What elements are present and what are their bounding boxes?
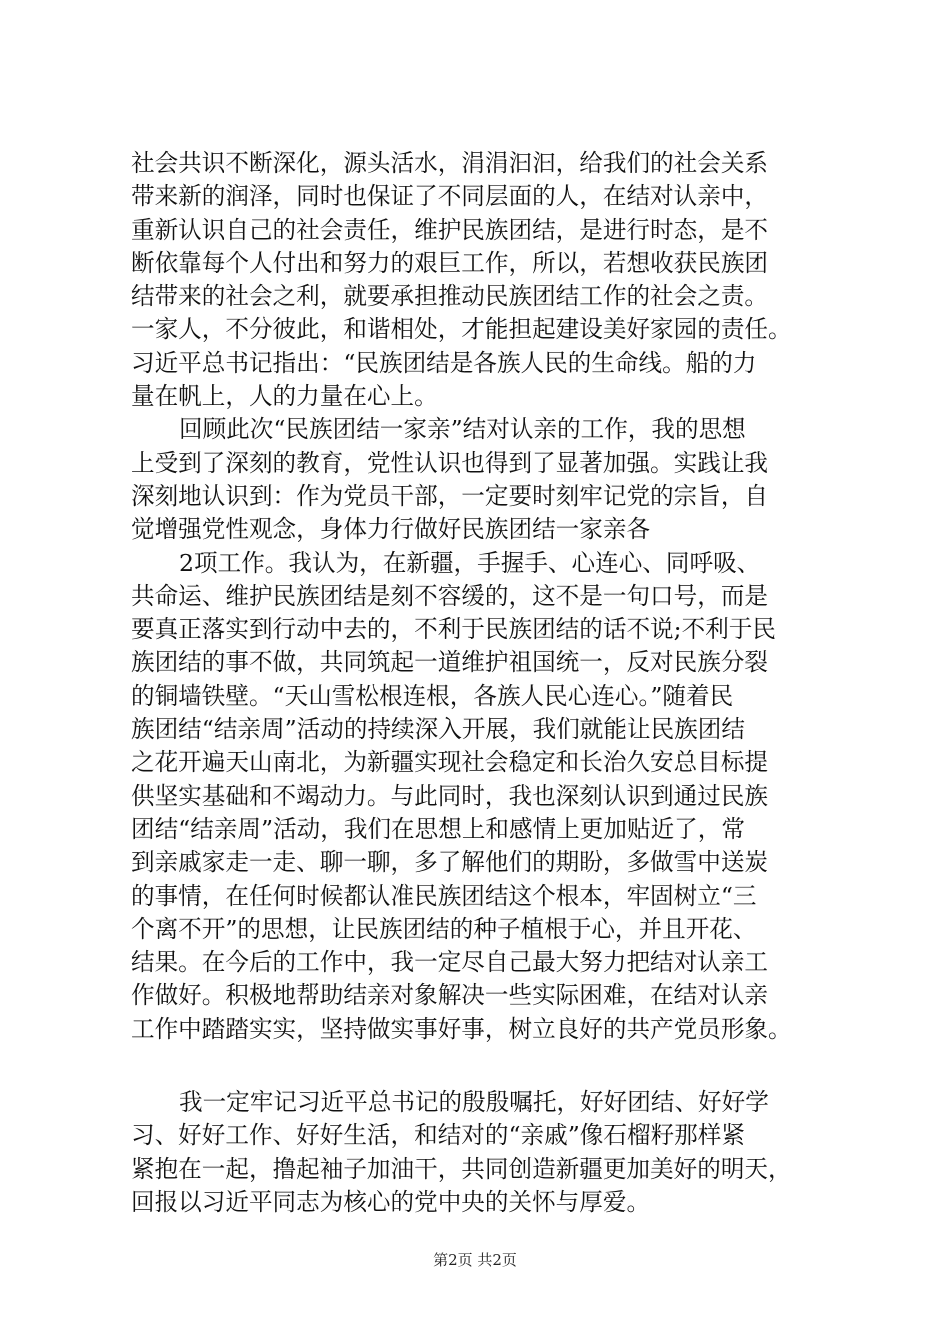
- text-line: 习、好好工作、好好生活，和结对的“亲戚”像石榴籽那样紧: [131, 1121, 745, 1150]
- text-line: 习近平总书记指出：“民族团结是各族人民的生命线。船的力: [131, 348, 757, 377]
- text-line: 的铜墙铁壁。“天山雪松根连根，各族人民心连心。”随着民: [131, 681, 734, 710]
- text-line: 回顾此次“民族团结一家亲”结对认亲的工作，我的思想: [179, 415, 746, 444]
- text-line: 个离不开”的思想，让民族团结的种子植根于心，并且开花、: [131, 914, 757, 943]
- text-line: 结带来的社会之利，就要承担推动民族团结工作的社会之责。: [131, 282, 769, 311]
- text-line: 团结“结亲周”活动，我们在思想上和感情上更加贴近了，常: [131, 814, 745, 843]
- text-line: 我一定牢记习近平总书记的殷殷嘱托，好好团结、好好学: [179, 1088, 769, 1117]
- text-line: 之花开遍天山南北，为新疆实现社会稳定和长治久安总目标提: [131, 748, 769, 777]
- paragraph-3: [131, 547, 856, 1046]
- text-line: 2项工作。我认为，在新疆，手握手、心连心、同呼吸、: [179, 548, 761, 577]
- text-line: 带来新的润泽，同时也保证了不同层面的人，在结对认亲中，: [131, 182, 769, 211]
- page-footer: 第2页 共2页: [433, 1251, 517, 1269]
- paragraph-4: [131, 1086, 856, 1219]
- text-line: 到亲戚家走一走、聊一聊，多了解他们的期盼，多做雪中送炭: [131, 848, 769, 877]
- text-line: 供坚实基础和不竭动力。与此同时，我也深刻认识到通过民族: [131, 781, 769, 810]
- text-line: 一家人，不分彼此，和谐相处，才能担起建设美好家园的责任。: [131, 315, 792, 344]
- text-line: 重新认识自己的社会责任，维护民族团结，是进行时态，是不: [131, 215, 769, 244]
- text-line: 要真正落实到行动中去的，不利于民族团结的话不说;不利于民: [131, 615, 776, 644]
- text-line: 族团结的事不做，共同筑起一道维护祖国统一，反对民族分裂: [131, 648, 769, 677]
- text-line: 工作中踏踏实实，坚持做实事好事，树立良好的共产党员形象。: [131, 1014, 792, 1043]
- text-line: 量在帆上，人的力量在心上。: [131, 382, 438, 411]
- paragraph-2: [131, 413, 856, 546]
- document-body: [131, 147, 856, 1219]
- text-line: 断依靠每个人付出和努力的艰巨工作，所以，若想收获民族团: [131, 248, 769, 277]
- text-line: 觉增强党性观念，身体力行做好民族团结一家亲各: [131, 515, 651, 544]
- text-line: 的事情，在任何时候都认准民族团结这个根本，牢固树立“三: [131, 881, 757, 910]
- text-line: 深刻地认识到：作为党员干部，一定要时刻牢记党的宗旨，自: [131, 481, 769, 510]
- text-line: 共命运、维护民族团结是刻不容缓的，这不是一句口号，而是: [131, 581, 769, 610]
- text-line: 上受到了深刻的教育，党性认识也得到了显著加强。实践让我: [131, 448, 769, 477]
- text-line: 紧抱在一起，撸起袖子加油干，共同创造新疆更加美好的明天，: [131, 1154, 792, 1183]
- text-line: 回报以习近平同志为核心的党中央的关怀与厚爱。: [131, 1187, 651, 1216]
- text-line: 族团结“结亲周”活动的持续深入开展，我们就能让民族团结: [131, 715, 745, 744]
- text-line: 社会共识不断深化，源头活水，涓涓汩汩，给我们的社会关系: [131, 149, 769, 177]
- text-line: 作做好。积极地帮助结亲对象解决一些实际困难，在结对认亲: [131, 981, 769, 1010]
- paragraph-1: [131, 147, 856, 413]
- text-line: 结果。在今后的工作中，我一定尽自己最大努力把结对认亲工: [131, 948, 769, 977]
- paragraph-gap: [131, 1046, 856, 1086]
